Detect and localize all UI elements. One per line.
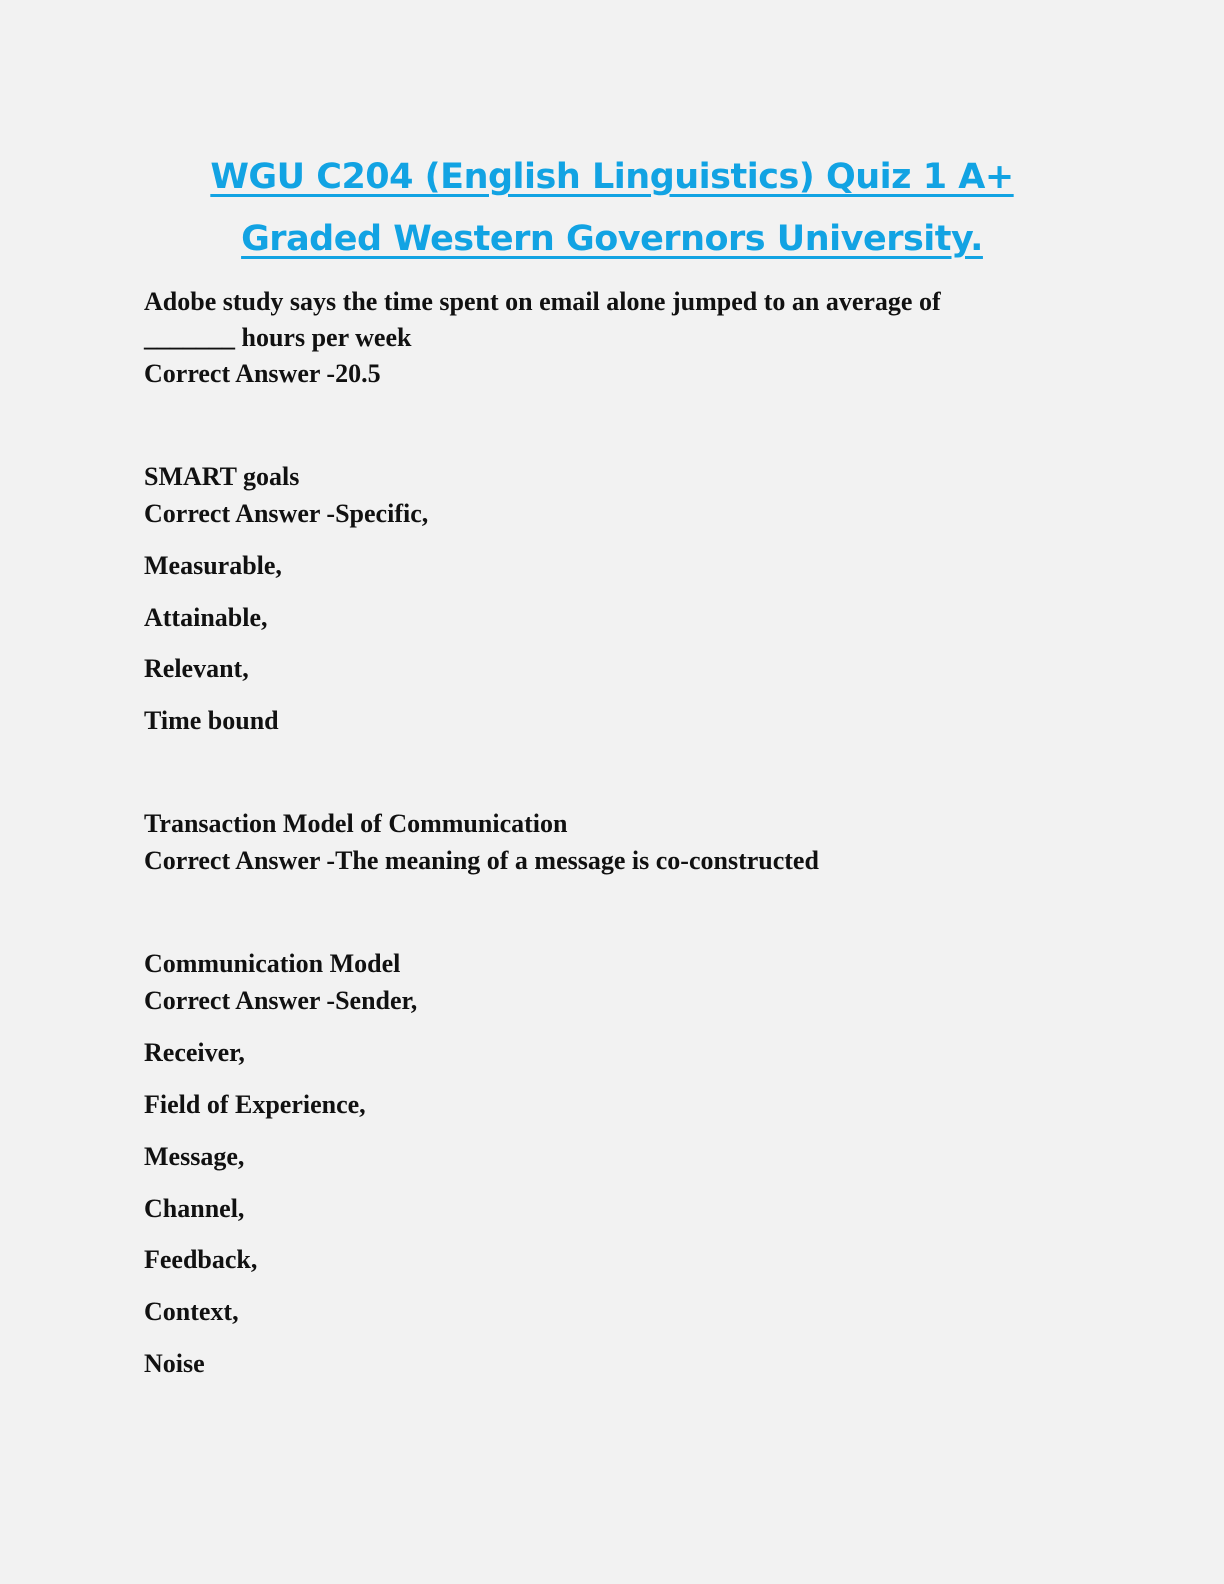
q2-item: Time bound	[144, 706, 279, 735]
q4-question: Communication Model	[144, 949, 401, 978]
title-line-1: WGU C204 (English Linguistics) Quiz 1 A+	[210, 157, 1014, 197]
q4-item: Context,	[144, 1297, 239, 1326]
q1-answer: Correct Answer -20.5	[144, 359, 381, 388]
q4-answer: Correct Answer -Sender,	[144, 986, 418, 1015]
q3-answer: Correct Answer -The meaning of a message is co-constructed	[144, 846, 819, 875]
q4-item: Feedback,	[144, 1245, 258, 1274]
q1-question-line-1: Adobe study says the time spent on email alone jumped to an average of	[144, 287, 941, 316]
q4-item: Message,	[144, 1142, 245, 1171]
q2-item: Measurable,	[144, 551, 282, 580]
q2-item: Relevant,	[144, 654, 249, 683]
q4-item: Receiver,	[144, 1038, 245, 1067]
q4-item: Channel,	[144, 1194, 245, 1223]
q2-answer: Correct Answer -Specific,	[144, 499, 429, 528]
q4-item: Field of Experience,	[144, 1090, 366, 1119]
q2-item: Attainable,	[144, 603, 268, 632]
q2-question: SMART goals	[144, 462, 300, 491]
q3-question: Transaction Model of Communication	[144, 809, 568, 838]
q1-question-line-2: _______ hours per week	[144, 323, 412, 352]
q4-item: Noise	[144, 1349, 205, 1378]
document-title	[100, 146, 1124, 270]
title-line-2: Graded Western Governors University.	[241, 219, 983, 259]
